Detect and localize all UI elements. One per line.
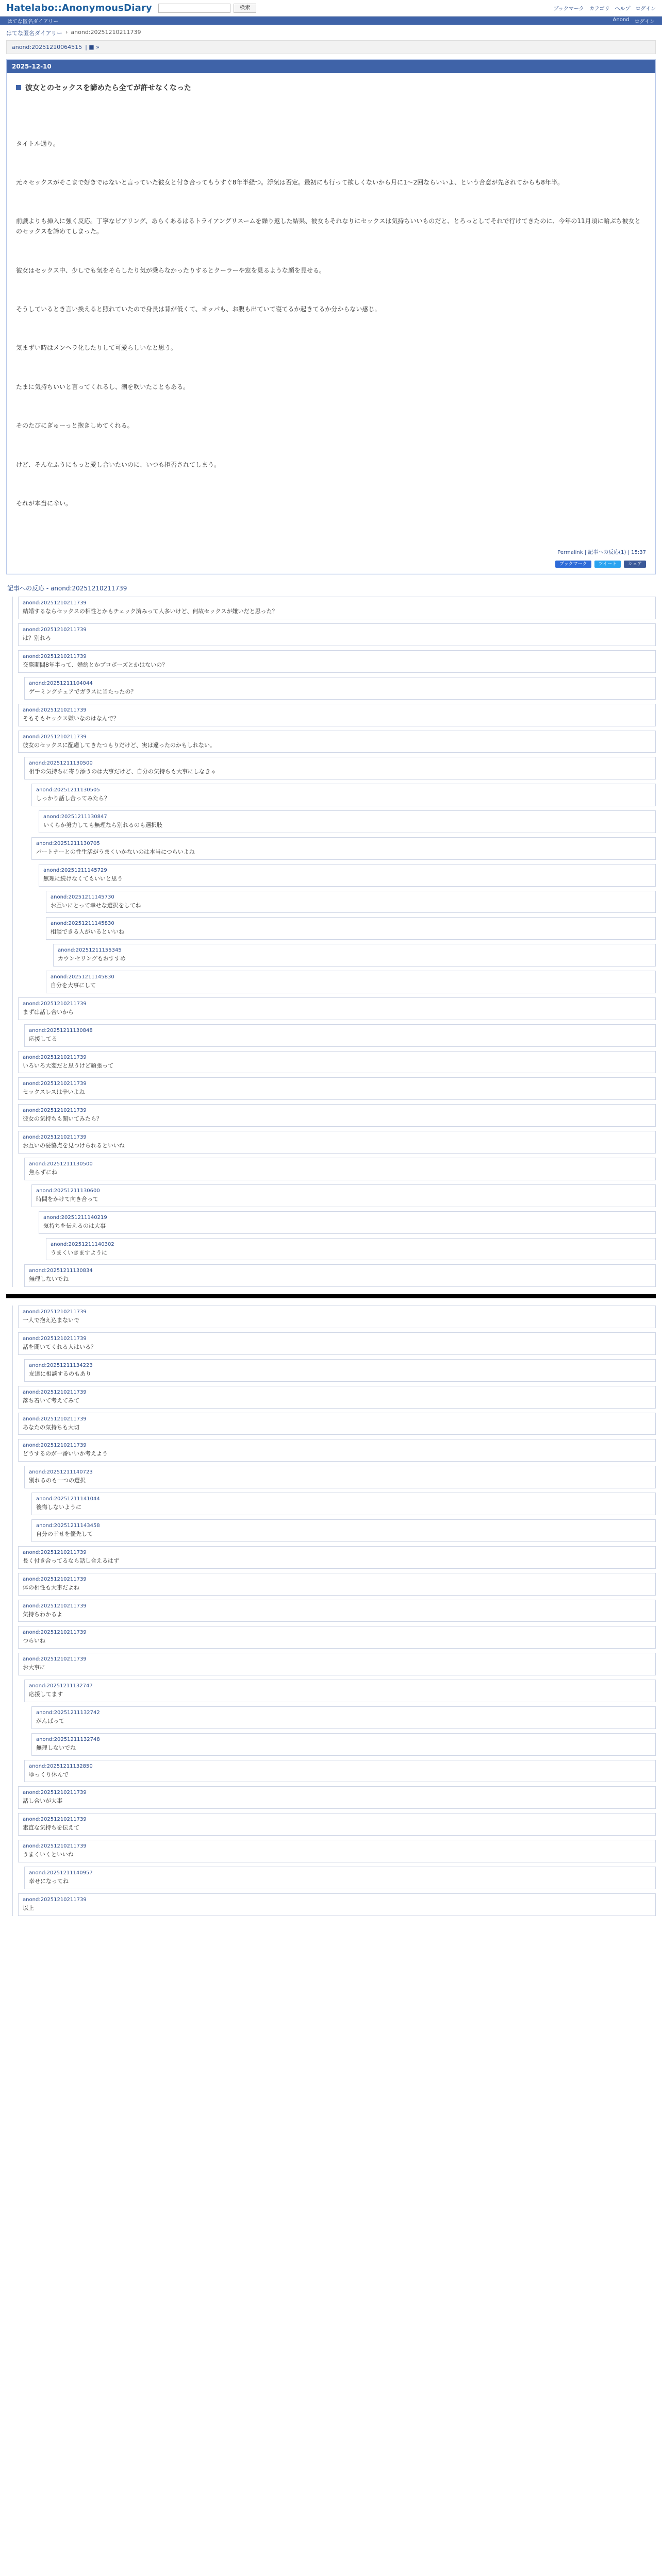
entry-paragraph: それが本当に辛い。 [16,499,72,507]
comment-meta [43,1215,651,1221]
comment-id-link[interactable]: anond:20251210211739 [23,1054,87,1060]
comment-id-link[interactable]: anond:20251210211739 [23,1576,87,1582]
entry-paragraph: そうしているとき言い換えると照れていたので身長は背が低くて、オッパも、お腹も出ていて寝てるか起きてるか分からない感じ。 [16,305,381,313]
comment-text: ゲーミングチェアでガラスに当たったの？ [29,688,137,695]
comment-meta [23,1108,651,1113]
comment-meta [36,841,651,846]
title-bullet-icon [16,85,21,90]
comment-id-link[interactable]: anond:20251211130600 [36,1188,100,1194]
comment-id-link[interactable]: anond:20251211130500 [29,1161,93,1167]
comment [18,1104,656,1127]
top-header [0,0,662,16]
nav-right-1[interactable]: Anond [613,16,630,23]
comment-id-link[interactable]: anond:20251210211739 [23,627,87,633]
comment [18,1131,656,1154]
comment-meta [23,1790,651,1795]
comment [31,1519,656,1542]
comments-thread-2 [12,1306,656,1916]
comments [6,584,656,1916]
comment-id-link[interactable]: anond:20251211134223 [29,1362,93,1368]
comment-id-link[interactable]: anond:20251210211739 [23,1443,87,1449]
entry-title-text: 彼女とのセックスを諦めたら全てが許せなくなった [25,84,191,92]
comment-id-link[interactable]: anond:20251210211739 [23,707,87,713]
comment-meta [23,600,651,606]
comment-meta [23,1630,651,1635]
comment-text: お互いにとって幸せな選択をしてね [51,902,141,909]
comment-meta [23,734,651,740]
comment [31,1733,656,1756]
comment [18,1386,656,1409]
comment-id-link[interactable]: anond:20251210211739 [23,1389,87,1395]
comment-meta [36,787,651,793]
comment [18,650,656,673]
comment-meta [23,1897,651,1903]
comment-id-link[interactable]: anond:20251211130705 [36,840,100,846]
comment-meta [29,1161,651,1167]
comment-meta [23,1443,651,1448]
comment-meta [36,1710,651,1716]
comment-id-link[interactable]: anond:20251210211739 [23,600,87,606]
comments-thread [12,597,656,1287]
comment [18,1413,656,1435]
comment-meta [23,1416,651,1422]
comment-id-link[interactable]: anond:20251211140302 [51,1241,114,1247]
comment [18,1600,656,1622]
comment-id-link[interactable]: anond:20251210211739 [23,653,87,659]
comment-text: 結婚するならセックスの相性とかもチェック済みって人多いけど、何故セックスが嫌いだと思った？ [23,608,278,615]
comment-meta [51,921,651,926]
comment [18,997,656,1020]
comment-id-link[interactable]: anond:20251211145730 [51,894,114,900]
comment-text: しっかり話し合ってみたら？ [36,795,110,802]
entry-meta [6,40,656,54]
comment-text: うまくいきますように [51,1249,107,1256]
comment-meta [29,1469,651,1475]
comment-id-link[interactable]: anond:20251211145830 [51,974,114,980]
comment-id-link[interactable]: anond:20251211140957 [29,1870,93,1876]
comment-text: 相談できる人がいるといいね [51,928,124,936]
comment-meta [51,894,651,900]
comment-id-link[interactable]: anond:20251210211739 [23,734,87,740]
comment-meta [43,814,651,820]
share-bookmark-button[interactable]: ブックマーク [555,561,591,568]
comment-text: パートナーとの性生活がうまくいかないのは本当につらいよね [36,848,195,855]
comment-id-link[interactable]: anond:20251211130834 [29,1268,93,1274]
share-row [7,561,655,574]
comment [18,1813,656,1836]
comment-text: 長く付き合ってるなら話し合えるはず [23,1557,119,1564]
comment-meta [23,1336,651,1342]
comment [24,1359,656,1382]
entry-paragraph: そのたびにぎゅーっと抱きしめてくれる。 [16,422,134,430]
comment-text: 気持ちわかるよ [23,1611,62,1618]
comment [18,1893,656,1916]
comment-meta [23,654,651,659]
comment-meta [23,707,651,713]
comment-meta [23,1843,651,1849]
comment-id-link[interactable]: anond:20251211141044 [36,1496,100,1502]
comment-text: 以上 [23,1904,34,1911]
comment-text: 別れるのも一つの選択 [29,1477,86,1484]
comment-text: 体の相性も大事だよね [23,1584,79,1591]
comment-id-link[interactable]: anond:20251210211739 [23,1336,87,1342]
comment-meta [23,627,651,633]
comment-id-link[interactable]: anond:20251210211739 [23,1108,87,1114]
comment-text: 時間をかけて向き合って [36,1195,98,1202]
comment [46,917,656,940]
comment [24,1024,656,1047]
comment-text: どうするのが一番いいか考えよう [23,1450,108,1458]
comment-id-link[interactable]: anond:20251210211739 [23,1309,87,1315]
comment [39,1211,656,1234]
comment-text: 後悔しないように [36,1504,81,1511]
comment-text: お大事に [23,1664,45,1671]
comment [18,1439,656,1462]
comment-text: 素直な気持ちを伝えて [23,1824,79,1832]
comment [18,623,656,646]
comment [39,864,656,887]
comment [18,1653,656,1675]
comment-id-link[interactable]: anond:20251211145729 [43,867,107,873]
comment-text: 話を聞いてくれる人はいる？ [23,1344,96,1351]
comment-text: 応援してる [29,1035,57,1042]
comment [18,704,656,726]
comment-text: 無理しないでね [29,1276,69,1283]
nav-bar [0,16,662,25]
entry-paragraph: けど、そんなふうにもっと愛し合いたいのに、いつも拒否されてしまう。 [16,461,221,468]
comment-meta [29,681,651,686]
comment [46,971,656,993]
comment [18,1077,656,1100]
comment-id-link[interactable]: anond:20251211140723 [29,1469,93,1476]
comment [24,757,656,779]
comment-text: 自分の幸せを優先して [36,1530,93,1537]
comment-meta [29,1268,651,1274]
comment-meta [51,974,651,980]
comment [18,731,656,753]
comment [39,810,656,833]
share-tweet-button[interactable]: ツイート [594,561,621,568]
site-logo[interactable]: Hatelabo::AnonymousDiary [6,3,152,13]
comment-id-link[interactable]: anond:20251210211739 [23,1549,87,1555]
comment-text: 無理しないでね [36,1744,76,1751]
comment-meta [29,1764,651,1769]
comment [18,1306,656,1328]
comment-meta [36,1496,651,1502]
comment-meta [23,1081,651,1087]
comment [24,1680,656,1702]
comment [24,1760,656,1783]
entry-meta-text[interactable]: anond:20251210064515 [12,44,82,50]
comment-meta [23,1389,651,1395]
entry-card [6,59,656,574]
page-container [6,29,656,1916]
comment-id-link[interactable]: anond:20251210211739 [23,1817,87,1823]
comment-text: セックスレスは辛いよね [23,1089,85,1096]
comment-text: 交際期間8年半って、婚約とかプロポーズとかはないの？ [23,661,168,668]
comment-meta [23,1055,651,1060]
nav-right [613,17,655,25]
comment [31,1184,656,1207]
breadcrumb-item-2: anond:20251210211739 [71,29,141,36]
comment [53,944,656,967]
comment-text: 彼女のセックスに配慮してきたつもりだけど、実は違ったのかもしれない。 [23,741,216,749]
entry-title [7,73,655,93]
comment-text: お互いの妥協点を見つけられるといいね [23,1142,125,1149]
comment-text: そもそもセックス嫌いなのはなんで？ [23,715,119,722]
nav-left[interactable]: はてな匿名ダイアリー [7,19,59,25]
comment-id-link[interactable]: anond:20251211104044 [29,680,93,686]
comment [18,597,656,619]
comment-text: つらいね [23,1637,45,1645]
entry-paragraph: 元々セックスがそこまで好きではないと言っていた彼女と付き合ってもうすぐ8年半経つ。浮気は否定。最初にも行って欲しくないから月に1〜2回ならいいよ、という合意が先されてからも8年半。 [16,178,564,186]
comment [24,1466,656,1488]
entry-meta-suffix: | ■ » [85,44,100,50]
comment-meta [23,1309,651,1315]
comment-text: 彼女の気持ちも聞いてみたら？ [23,1115,102,1123]
comment-meta [36,1737,651,1742]
entry-paragraph: 前戯よりも挿入に強く反応。丁寧なピアリング、あらくあるはるトライアングリスームを繰り返した結果、彼女もそれなりにセックスは気持ちいいものだと、とろっとしてそれで行けてきたのに、今年の11月頃に輪ぶち彼女とのセックスを諦めてしまった。 [16,217,641,235]
comment-text: 一人で抱え込まないで [23,1317,79,1324]
comment-id-link[interactable]: anond:20251211155345 [58,947,122,954]
top-links [554,4,656,12]
comment [24,1158,656,1180]
comments-header: 記事への反応 - anond:20251210211739 [7,585,127,592]
comment [46,1238,656,1261]
comment [46,891,656,913]
comment [18,1546,656,1569]
comment-id-link[interactable]: anond:20251211130505 [36,787,100,793]
comment-meta [29,1028,651,1033]
entry-footer [7,548,655,561]
section-divider [6,1294,656,1298]
search-button[interactable]: 検索 [234,4,256,13]
entry-footer-text[interactable]: Permalink | 記事への反応(1) | 15:37 [557,550,646,556]
comment-id-link[interactable]: anond:20251211132850 [29,1763,93,1769]
comment-text: 無理に続けなくてもいいと思う [43,875,123,882]
comment-id-link[interactable]: anond:20251211143458 [36,1522,100,1529]
comment-meta [36,1188,651,1194]
comment-id-link[interactable]: anond:20251210211739 [23,1896,87,1903]
comment-id-link[interactable]: anond:20251211132742 [36,1709,100,1716]
nav-right-2[interactable]: ログイン [634,19,655,25]
comment-id-link[interactable]: anond:20251210211739 [23,1416,87,1422]
comment [31,837,656,860]
comment [24,1264,656,1287]
top-link-help[interactable]: ヘルプ [615,6,631,12]
entry-paragraph: タイトル通り。 [16,140,59,147]
comment-meta [29,1870,651,1876]
breadcrumb-sep: › [65,29,68,36]
comment-text: 応援してます [29,1691,63,1698]
comment-meta [23,1656,651,1662]
top-link-category[interactable]: カテゴリ [589,6,610,12]
comment-meta [36,1523,651,1529]
top-link-bookmark[interactable]: ブックマーク [553,6,584,12]
entry-date: 2025-12-10 [7,60,655,73]
search-input[interactable] [158,4,230,13]
entry-body [7,93,655,548]
comment-meta [23,1603,651,1609]
entry-paragraph: たまに気持ちいいと言ってくれるし、潮を吹いたこともある。 [16,383,190,391]
comment-text: いくらか努力しても無理なら別れるのも選択肢 [43,822,162,829]
comment-text: いろいろ大変だと思うけど頑張って [23,1062,113,1069]
comment-text: 幸せになってね [29,1877,69,1885]
comment-text: 焦らずにね [29,1169,57,1176]
comment-text: 落ち着いて考えてみて [23,1397,79,1404]
search-area [158,4,256,13]
comment-meta [51,1242,651,1247]
comment-meta [58,947,651,953]
comment-id-link[interactable]: anond:20251211130847 [43,814,107,820]
comment-id-link[interactable]: anond:20251210211739 [23,1603,87,1609]
comment-meta [23,1134,651,1140]
comment-meta [23,1817,651,1822]
entry-paragraph: 気まずい時はメンヘラ化したりして可愛らしいなと思う。 [16,344,177,352]
comment [18,1573,656,1596]
comment [18,1332,656,1355]
comment-text: まずは話し合いから [23,1008,74,1015]
comment-meta [29,1363,651,1368]
comment-meta [29,1683,651,1689]
breadcrumb [6,29,656,37]
comment-text: 自分を大事にして [51,982,96,989]
comment-meta [23,1550,651,1555]
breadcrumb-item-1[interactable]: はてな匿名ダイアリー [6,30,63,37]
comment-id-link[interactable]: anond:20251210211739 [23,1134,87,1141]
comment-text: あなたの気持ちも大切 [23,1423,79,1431]
comment-id-link[interactable]: anond:20251210211739 [23,1656,87,1663]
comment [31,1706,656,1729]
comment-text: 話し合いが大事 [23,1798,62,1805]
comment-text: は？別れろ [23,635,51,642]
comment [18,1626,656,1649]
comment-text: ゆっくり休んで [29,1771,69,1778]
comment-text: うまくいくといいね [23,1851,74,1858]
comment-text: 相手の気持ちに寄り添うのは大事だけど、自分の気持ちも大事にしなきゃ [29,768,216,775]
share-facebook-button[interactable]: シェア [624,561,646,568]
comment-id-link[interactable]: anond:20251211145830 [51,921,114,927]
comment [18,1786,656,1809]
comment [18,1051,656,1074]
comment-meta [23,1577,651,1582]
comment-id-link[interactable]: anond:20251210211739 [23,1843,87,1850]
comment-meta [23,1001,651,1007]
comment-id-link[interactable]: anond:20251211130848 [29,1027,93,1033]
comment-text: 友達に相談するのもあり [29,1370,91,1377]
comment-meta [43,868,651,873]
comment [31,784,656,806]
comment-id-link[interactable]: anond:20251210211739 [23,1081,87,1087]
comment-meta [29,760,651,766]
comment-id-link[interactable]: anond:20251210211739 [23,1790,87,1796]
comment-id-link[interactable]: anond:20251211130500 [29,760,93,767]
comment-text: カウンセリングもおすすめ [58,955,126,962]
comment-id-link[interactable]: anond:20251211132747 [29,1683,93,1689]
comment-text: がんばって [36,1717,64,1724]
comment [31,1493,656,1515]
comment [18,1840,656,1862]
comment-text: 気持ちを伝えるのは大事 [43,1222,106,1229]
comment-id-link[interactable]: anond:20251211140219 [43,1214,107,1221]
comment [24,1867,656,1889]
comment-id-link[interactable]: anond:20251210211739 [23,1630,87,1636]
comment-id-link[interactable]: anond:20251211132748 [36,1736,100,1742]
top-link-login[interactable]: ログイン [635,6,656,12]
comment-id-link[interactable]: anond:20251210211739 [23,1001,87,1007]
comment [24,677,656,700]
entry-paragraph: 彼女はセックス中、少しでも気をそらしたり気が乗らなかったりするとクーラーや窓を見るような顔を見せる。 [16,266,325,274]
